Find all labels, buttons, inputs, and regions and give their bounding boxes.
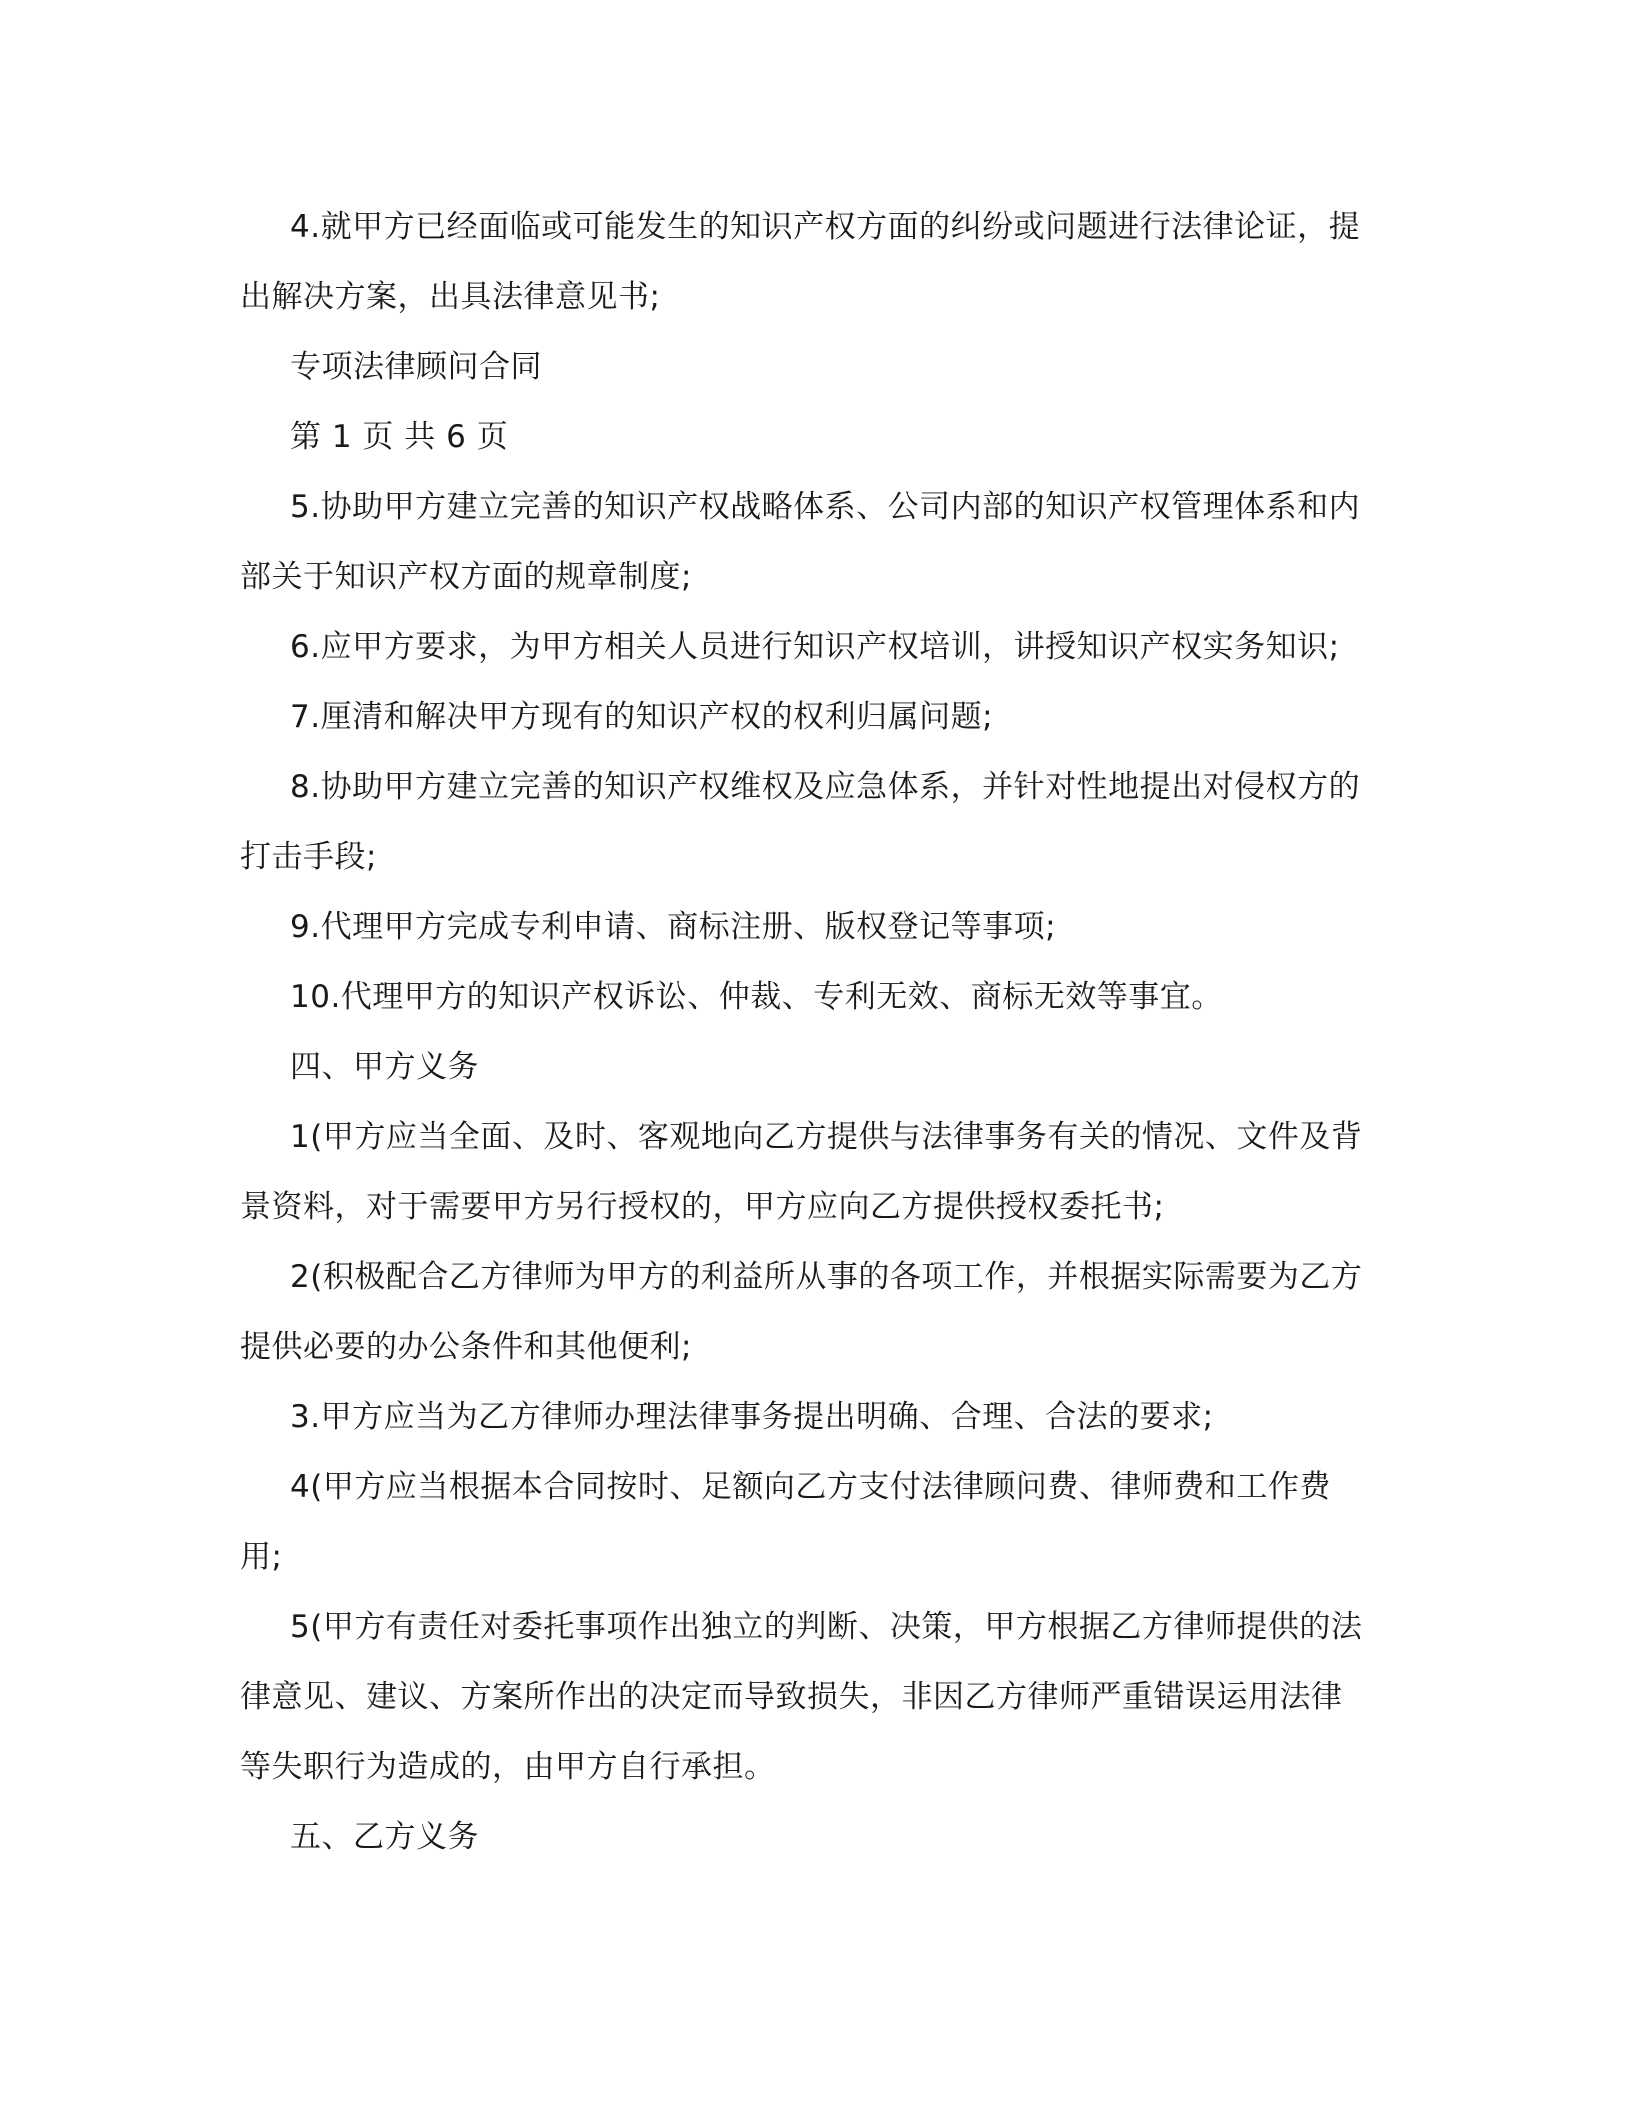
- paragraph: 2(积极配合乙方律师为甲方的利益所从事的各项工作，并根据实际需要为乙方提供必要的办公条件和其他便利;: [240, 1259, 1363, 1365]
- document-body: [240, 192, 1372, 1872]
- section-heading: 四、甲方义务: [290, 1049, 479, 1085]
- paragraph: 6.应甲方要求，为甲方相关人员进行知识产权培训，讲授知识产权实务知识;: [290, 629, 1340, 665]
- section-heading: 五、乙方义务: [290, 1819, 479, 1855]
- paragraph: 5.协助甲方建立完善的知识产权战略体系、公司内部的知识产权管理体系和内部关于知识产权方面的规章制度;: [240, 489, 1361, 595]
- paragraph: 3.甲方应当为乙方律师办理法律事务提出明确、合理、合法的要求;: [290, 1399, 1214, 1435]
- paragraph: 8.协助甲方建立完善的知识产权维权及应急体系，并针对性地提出对侵权方的打击手段;: [240, 769, 1361, 875]
- paragraph: 专项法律顾问合同: [290, 349, 542, 385]
- paragraph: 5(甲方有责任对委托事项作出独立的判断、决策，甲方根据乙方律师提供的法律意见、建议、方案所作出的决定而导致损失，非因乙方律师严重错误运用法律等失职行为造成的，由甲方自行承担。: [240, 1609, 1363, 1785]
- page-footer-number: 第 1 页 共 6 页: [290, 419, 509, 455]
- paragraph: 10.代理甲方的知识产权诉讼、仲裁、专利无效、商标无效等事宜。: [290, 979, 1223, 1015]
- paragraph: 4(甲方应当根据本合同按时、足额向乙方支付法律顾问费、律师费和工作费用;: [240, 1469, 1331, 1575]
- paragraph: 1(甲方应当全面、及时、客观地向乙方提供与法律事务有关的情况、文件及背景资料，对于需要甲方另行授权的，甲方应向乙方提供授权委托书;: [240, 1119, 1363, 1225]
- paragraph: 7.厘清和解决甲方现有的知识产权的权利归属问题;: [290, 699, 994, 735]
- paragraph: 9.代理甲方完成专利申请、商标注册、版权登记等事项;: [290, 909, 1057, 945]
- paragraph: 4.就甲方已经面临或可能发生的知识产权方面的纠纷或问题进行法律论证，提出解决方案，出具法律意见书;: [240, 209, 1361, 315]
